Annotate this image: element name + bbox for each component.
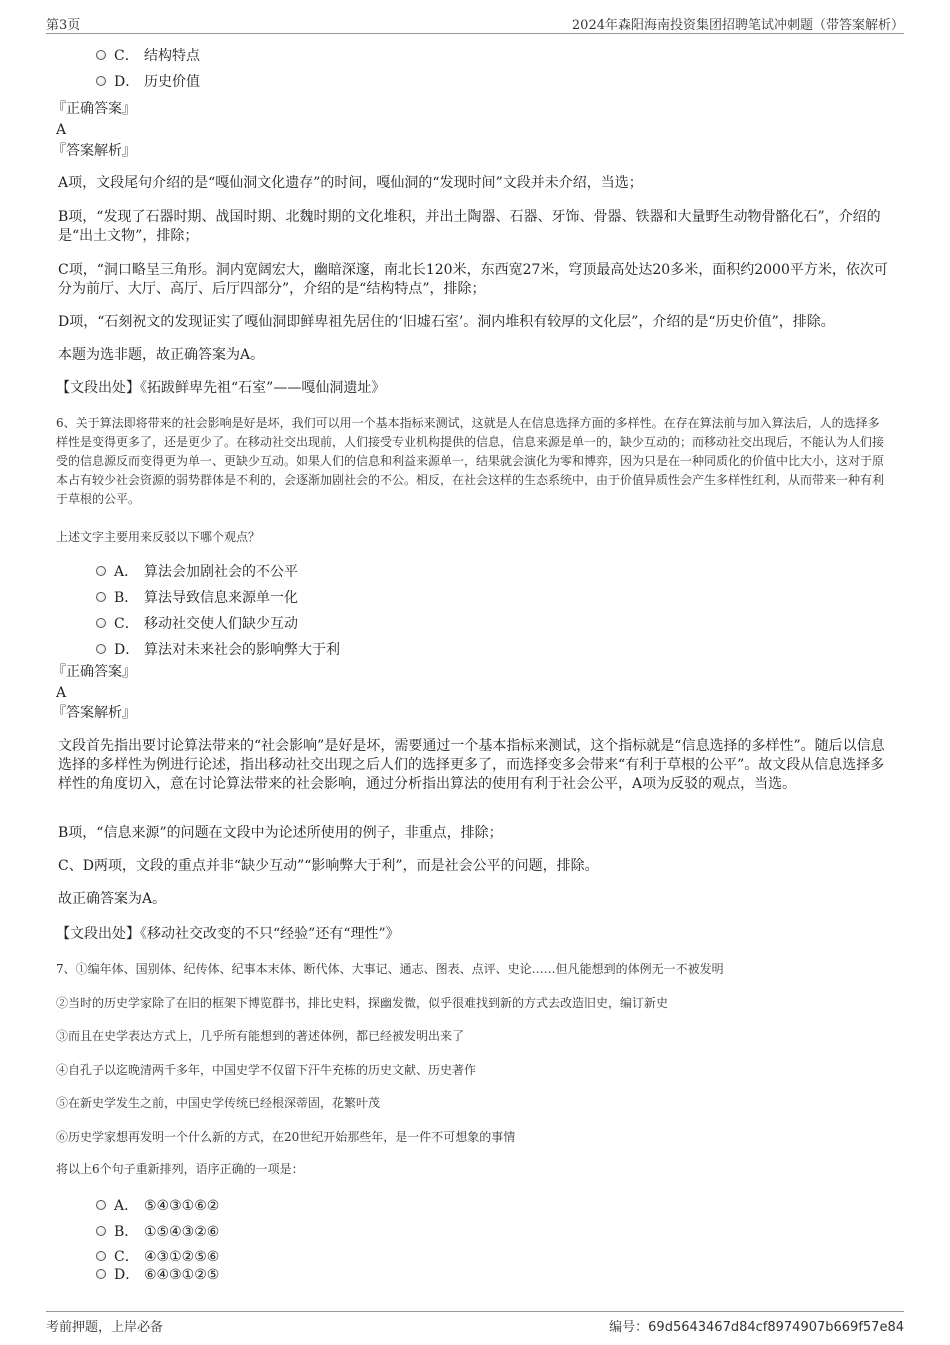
q5-conclusion: 本题为选非题，故正确答案为A。 [58, 347, 265, 363]
q7-option-a[interactable]: A． ⑤④③①⑥② [96, 1196, 219, 1216]
radio-icon[interactable] [96, 76, 106, 86]
q5-source: 【文段出处】《拓跋鲜卑先祖“石室”——嘎仙洞遗址》 [56, 380, 386, 396]
q5-analysis-a: A项，文段尾句介绍的是“嘎仙洞文化遗存”的时间，嘎仙洞的“发现时间”文段并未介绍，当选； [58, 175, 643, 191]
q7-sentence-4: ④自孔子以迄晚清两千多年，中国史学不仅留下汗牛充栋的历史文献、历史著作 [56, 1063, 477, 1077]
q6-conclusion: 故正确答案为A。 [58, 891, 167, 907]
footer-slogan: 考前押题，上岸必备 [46, 1320, 164, 1335]
q7-sentence-3: ③而且在史学表达方式上，几乎所有能想到的著述体例，都已经被发明出来了 [56, 1029, 465, 1043]
code-label: 编号： [609, 1320, 649, 1335]
radio-icon[interactable] [96, 644, 106, 654]
radio-icon[interactable] [96, 1226, 106, 1236]
q5-answer-label: 『正确答案』 [52, 101, 136, 117]
q6-analysis-main: 文段首先指出要讨论算法带来的“社会影响”是好是坏，需要通过一个基本指标来测试，这个指标就是“信息选择的多样性”。随后以信息选择的多样性为例进行论述，指出移动社交出现之后人们的选择更多了，而选择变多会带来“有利于草根的公平”。故文段从信息选择多样性的角度切入，意在讨论算法带来的社会影响，通过分析指出算法的使用有利于社会公平，A项为反驳的观点，当选。 [58, 738, 885, 792]
radio-icon[interactable] [96, 566, 106, 576]
q7-option-d[interactable]: D． ⑥④③①②⑤ [96, 1265, 219, 1285]
q5-analysis-label: 『答案解析』 [52, 143, 136, 159]
q7-sentence-6: ⑥历史学家想再发明一个什么新的方式，在20世纪开始那些年，是一件不可想象的事情 [56, 1130, 516, 1144]
q7-sentence-2: ②当时的历史学家除了在旧的框架下博览群书，排比史料，探幽发微，似乎很难找到新的方式去改造旧史，编订新史 [56, 996, 669, 1010]
q6-analysis-label: 『答案解析』 [52, 705, 136, 721]
q6-source: 【文段出处】《移动社交改变的不只“经验”还有“理性”》 [56, 926, 400, 942]
footer-rule [46, 1311, 904, 1312]
q6-option-b[interactable]: B． 算法导致信息来源单一化 [96, 588, 298, 608]
q7-option-c[interactable]: C． ④③①②⑤⑥ [96, 1247, 219, 1267]
code-value: 69d5643467d84cf8974907b669f57e84 [648, 1320, 904, 1335]
document-code [609, 1316, 904, 1335]
q6-stem: 6、关于算法即将带来的社会影响是好是坏，我们可以用一个基本指标来测试，这就是人在信息选择方面的多样性。在存在算法前与加入算法后，人的选择多样性是变得更多了，还是更少了。在移动社交出现前，人们接受专业机构提供的信息，信息来源是单一的，缺少互动的；而移动社交出现后，不能认为人们接受的信息源反而变得更为单一、更缺少互动。如果人们的信息和利益来源单一，结果就会演化为零和博弈，因为只是在一种同质化的价值中比大小，这对于原本占有较少社会资源的弱势群体是不利的，会逐渐加剧社会的不公。相反，在社会这样的生态系统中，由于价值异质性会产生多样性红利，从而带来一种有利于草根的公平。 [56, 416, 885, 506]
header-rule [46, 33, 904, 34]
radio-icon[interactable] [96, 1251, 106, 1261]
q6-analysis-b: B项，“信息来源”的问题在文段中为论述所使用的例子，非重点，排除； [58, 825, 503, 841]
radio-icon[interactable] [96, 1269, 106, 1279]
q6-option-a[interactable]: A． 算法会加剧社会的不公平 [96, 562, 298, 582]
q6-analysis-cd: C、D两项，文段的重点并非“缺少互动”“影响弊大于利”，而是社会公平的问题，排除。 [58, 858, 599, 874]
q6-option-d[interactable]: D． 算法对未来社会的影响弊大于利 [96, 640, 340, 660]
radio-icon[interactable] [96, 592, 106, 602]
q7-sentence-1: 7、①编年体、国别体、纪传体、纪事本末体、断代体、大事记、通志、图表、点评、史论……但凡能想到的体例无一不被发明 [56, 962, 724, 976]
radio-icon[interactable] [96, 618, 106, 628]
q6-question: 上述文字主要用来反驳以下哪个观点？ [56, 530, 261, 544]
q7-question: 将以上6个句子重新排列，语序正确的一项是： [56, 1162, 304, 1176]
q7-option-b[interactable]: B． ①⑤④③②⑥ [96, 1222, 219, 1242]
q5-analysis-b: B项，“发现了石器时期、战国时期、北魏时期的文化堆积，并出土陶器、石器、牙饰、骨器、铁器和大量野生动物骨骼化石”，介绍的是“出土文物”，排除； [58, 209, 881, 244]
q6-option-c[interactable]: C． 移动社交使人们缺少互动 [96, 614, 298, 634]
radio-icon[interactable] [96, 1200, 106, 1210]
q5-option-d[interactable]: D． 历史价值 [96, 72, 200, 92]
q6-answer-label: 『正确答案』 [52, 664, 136, 680]
document-title: 2024年森阳海南投资集团招聘笔试冲刺题（带答案解析） [571, 18, 904, 33]
q5-analysis-d: D项，“石刻祝文的发现证实了嘎仙洞即鲜卑祖先居住的‘旧墟石室’。洞内堆积有较厚的文化层”，介绍的是“历史价值”，排除。 [58, 314, 835, 330]
q7-sentence-5: ⑤在新史学发生之前，中国史学传统已经根深蒂固，花繁叶茂 [56, 1096, 381, 1110]
q6-answer: A [56, 685, 67, 701]
page-number: 第3页 [46, 18, 81, 33]
q5-option-c[interactable]: C． 结构特点 [96, 46, 200, 66]
q5-answer: A [56, 122, 67, 138]
q5-analysis-c: C项，“洞口略呈三角形。洞内宽阔宏大，幽暗深邃，南北长120米，东西宽27米，穹顶最高处达20多米，面积约2000平方米，依次可分为前厅、大厅、高厅、后厅四部分”，介绍的是“结构特点”，排除； [58, 262, 888, 297]
radio-icon[interactable] [96, 50, 106, 60]
